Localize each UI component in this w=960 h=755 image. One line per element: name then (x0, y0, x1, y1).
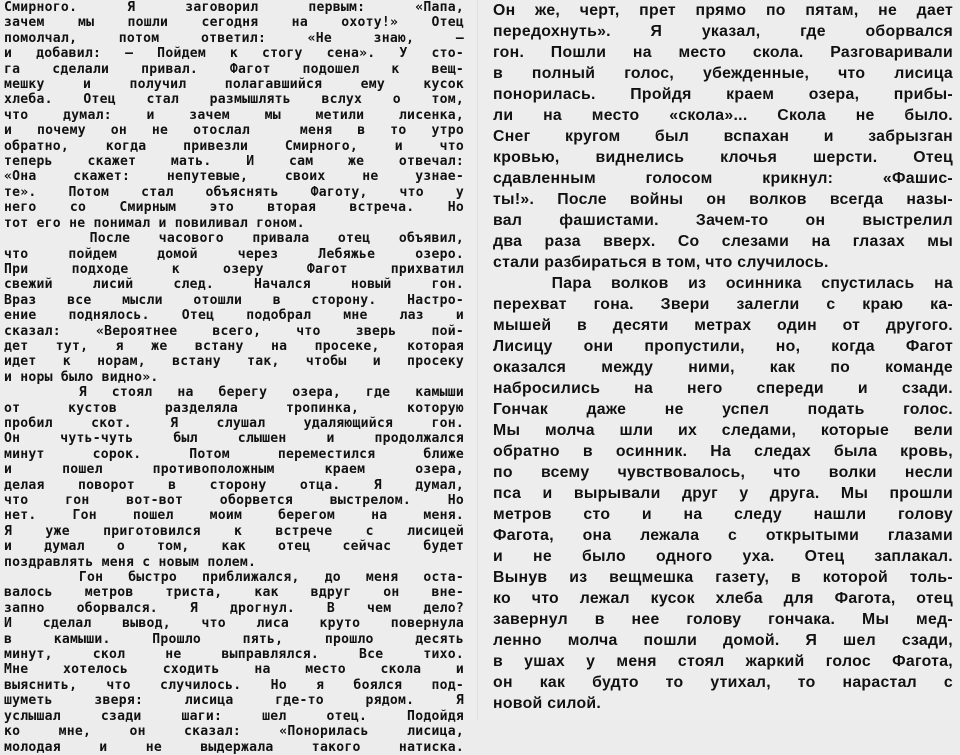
left-column-line: него со Смирным это вторая встреча. Но (4, 200, 464, 216)
left-column-line: При подходе к озеру Фагот прихватил (4, 261, 464, 277)
right-column-line: Мы молча шли их следами, которые вели (493, 422, 953, 439)
right-column-line: пса и вырывали друг у друга. Мы прошли (493, 485, 953, 502)
right-column-line: вал фашистами. Зачем-то он выстрелил (493, 212, 953, 229)
left-column-line: и добавил: — Пойдем к стогу сена». У сто- (4, 46, 464, 62)
left-column-line: помолчал, потом ответил: «Не знаю, — (4, 30, 464, 46)
left-column-line: что пойдем домой через Лебяжье озеро. (4, 246, 464, 262)
left-text-column (4, 0, 464, 755)
right-column-line: сдавленным голосом крикнул: «Фашис- (493, 170, 953, 187)
left-column-line: Враз все мысли отошли в сторону. Настро- (4, 292, 464, 308)
right-column-line: новой силой. (493, 695, 602, 712)
left-column-line: делая поворот в сторону отца. Я думал, (4, 477, 464, 493)
left-column-line: и норы было видно». (4, 369, 159, 385)
left-column-line: хлеба. Отец стал размышлять вслух о том, (4, 92, 464, 108)
right-column-line: понорилась. Пройдя краем озера, прибы- (493, 86, 953, 103)
left-column-line: обратно, когда привезли Смирного, и что (4, 138, 464, 154)
left-column-line: ение поднялось. Отец подобрал мне лаз и (4, 308, 464, 324)
right-column-line: ли на место «скола»... Скола не было. (493, 107, 953, 124)
left-column-line: что думал: и зачем мы метили лисенка, (4, 107, 464, 123)
left-column-line: Гон быстро приближался, до меня оста- (4, 570, 464, 586)
right-column-line: ты!». После войны он волков всегда назы- (493, 191, 953, 208)
right-column-line: ленно молча пошли домой. Я шел сзади, (493, 632, 953, 649)
left-column-line: те». Потом стал объяснять Фаготу, что у (4, 184, 464, 200)
right-column-line: и не было одного уха. Отец заплакал. (493, 548, 953, 565)
right-column-line: передохнуть». Я указал, где оборвался (493, 23, 953, 40)
right-column-line: в полный голос, убежденные, что лисица (493, 65, 953, 82)
left-column-line: мешку и получил полагавшийся ему кусок (4, 77, 464, 93)
right-column-line: Фагота, она лежала с открытыми глазами (493, 527, 953, 544)
left-column-line: шуметь зверя: лисица где-то рядом. Я (4, 693, 464, 709)
left-column-line: минут, скол не выправлялся. Все тихо. (4, 647, 464, 663)
left-column-line: Я стоял на берегу озера, где камыши (4, 385, 464, 401)
left-column-line: выяснить, что случилось. Но я боялся под- (4, 677, 464, 693)
left-column-line: свежий лисий след. Начался новый гон. (4, 277, 464, 293)
right-column-line: кровью, виднелись клочья шерсти. Отец (493, 149, 953, 166)
left-column-line: сказал: «Вероятнее всего, что зверь пой- (4, 323, 464, 339)
left-column-line: И сделал вывод, что лиса круто повернула (4, 616, 464, 632)
left-column-line: запно оборвался. Я дрогнул. В чем дело? (4, 600, 464, 616)
right-column-line: завернул в нее голову гончака. Мы мед- (493, 611, 953, 628)
right-column-line: набросились на него спереди и сзади. (493, 380, 953, 397)
right-column-line: Гончак даже не успел подать голос. (493, 401, 953, 418)
left-column-line: в камыши. Прошло пять, прошло десять (4, 631, 464, 647)
left-column-line: га сделали привал. Фагот подошел к вещ- (4, 61, 464, 77)
left-column-line: и почему он не отослал меня в то утро (4, 123, 464, 139)
left-column-line: пробил скот. Я слушал удаляющийся гон. (4, 415, 464, 431)
right-column-line: стали разбираться в том, что случилось. (493, 254, 829, 271)
left-column-line: Мне хотелось сходить на место скола и (4, 662, 464, 678)
left-column-line: минут сорок. Потом переместился ближе (4, 446, 464, 462)
left-column-line: и пошел противоположным краем озера, (4, 462, 464, 478)
column-gutter (477, 0, 478, 720)
right-column-line: метров сто и на следу нашли голову (493, 506, 953, 523)
left-column-line: валось метров триста, как вдруг он вне- (4, 585, 464, 601)
left-column-line: идет к норам, встану так, чтобы и просеку (4, 354, 464, 370)
right-column-line: Снег кругом был вспахан и забрызган (493, 128, 953, 145)
left-column-line: тот его не понимал и повиливал гоном. (4, 215, 305, 231)
left-column-line: зачем мы пошли сегодня на охоту!» Отец (4, 15, 464, 31)
right-column-line: оказался между ними, как по команде (493, 359, 953, 376)
left-column-line: молодая и не выдержала такого натиска. (4, 739, 464, 755)
right-text-column (493, 0, 953, 714)
left-column-line: теперь скажет мать. И сам же отвечал: (4, 154, 464, 170)
left-column-line: ко мне, он сказал: «Понорилась лисица, (4, 724, 464, 740)
left-column-line: услышал сзади шаги: шел отец. Подойдя (4, 708, 464, 724)
right-column-line: по всему чувствовалось, что волки несли (493, 464, 953, 481)
right-column-line: Он же, черт, прет прямо по пятам, не дает (493, 2, 953, 19)
right-column-line: обратно в осинник. На следах была кровь, (493, 443, 953, 460)
right-column-line: в ушах у меня стоял жаркий голос Фагота, (493, 653, 953, 670)
right-column-line: ко что лежал кусок хлеба для Фагота, отец (493, 590, 953, 607)
right-column-line: мышей в десяти метрах один от другого. (493, 317, 953, 334)
left-column-line: Я уже приготовился к встрече с лисицей (4, 523, 464, 539)
left-column-line: что гон вот-вот оборвется выстрелом. Но (4, 493, 464, 508)
right-column-line: перехват гона. Звери залегли с краю ка- (493, 296, 953, 313)
left-column-line: Он чуть-чуть был слышен и продолжался (4, 431, 464, 447)
right-column-line: он как будто то утихал, то нарастал с (493, 674, 953, 691)
right-column-line: два раза вверх. Со слезами на глазах мы (493, 233, 953, 250)
left-column-line: После часового привала отец объявил, (4, 231, 464, 247)
right-column-line: Пара волков из осинника спустилась на (493, 275, 953, 292)
left-column-line: поздравлять меня с новым полем. (4, 554, 257, 570)
left-column-line: и думал о том, как отец сейчас будет (4, 539, 464, 555)
right-column-line: Вынув из вещмешка газету, в которой толь- (493, 569, 953, 586)
left-column-line: дет тут, я же встану на просеке, которая (4, 338, 464, 354)
left-column-line: от кустов разделяла тропинка, которую (4, 400, 464, 416)
left-column-line: нет. Гон пошел моим берегом на меня. (4, 508, 464, 524)
right-column-line: гон. Пошли на место скола. Разговаривали (493, 44, 953, 61)
left-column-line: «Она скажет: непутевые, своих не узнае- (4, 169, 464, 185)
left-column-line: Смирного. Я заговорил первым: «Папа, (4, 0, 464, 15)
right-column-line: Лисицу они пропустили, но, когда Фагот (493, 338, 953, 355)
